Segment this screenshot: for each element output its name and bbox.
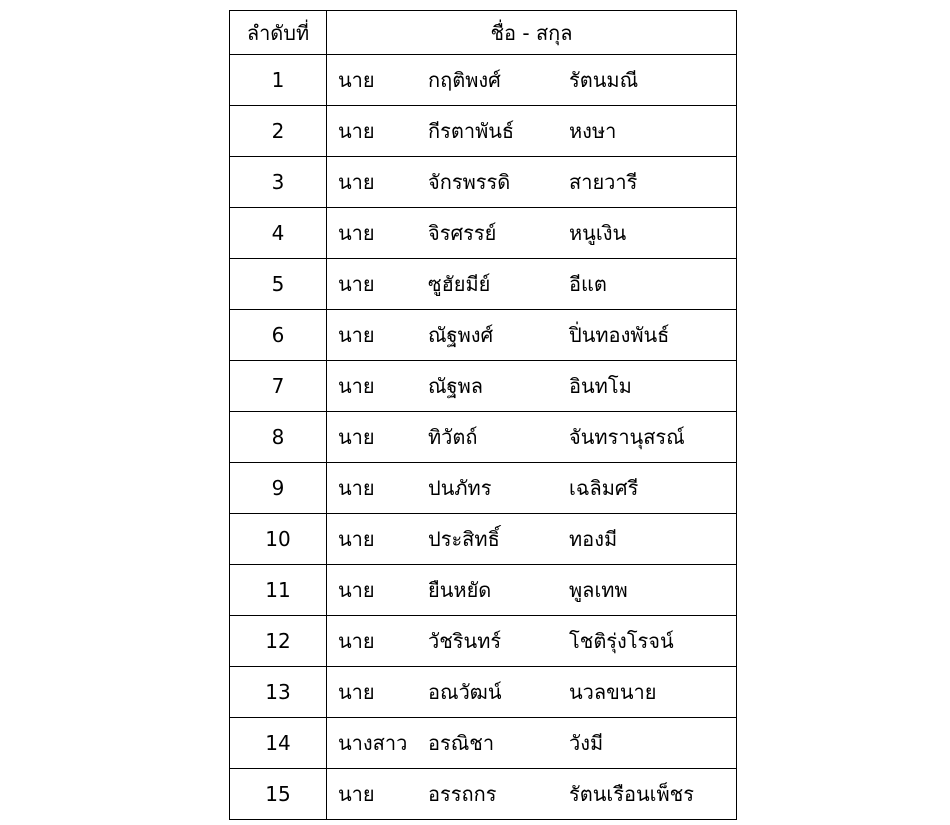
first-name: ประสิทธิ์ xyxy=(428,527,500,551)
order-column-header: ลำดับที่ xyxy=(230,11,327,55)
full-name-cell xyxy=(327,769,737,820)
first-name: ณัฐพงศ์ xyxy=(428,323,494,347)
last-name: วังมี xyxy=(569,731,604,755)
order-number: 5 xyxy=(230,259,327,310)
table-row xyxy=(230,463,737,514)
table-row xyxy=(230,310,737,361)
first-name: อรรถกร xyxy=(428,782,497,806)
order-number: 3 xyxy=(230,157,327,208)
table-row xyxy=(230,769,737,820)
full-name-cell xyxy=(327,718,737,769)
table-row xyxy=(230,412,737,463)
name-prefix: นาย xyxy=(338,476,375,500)
first-name: กฤติพงศ์ xyxy=(428,68,501,92)
last-name: สายวารี xyxy=(569,170,638,194)
last-name: หนูเงิน xyxy=(569,221,627,245)
full-name-cell xyxy=(327,412,737,463)
table-row xyxy=(230,718,737,769)
full-name-cell xyxy=(327,310,737,361)
name-prefix: นาย xyxy=(338,170,375,194)
order-number: 2 xyxy=(230,106,327,157)
full-name-cell xyxy=(327,208,737,259)
first-name: วัชรินทร์ xyxy=(428,629,502,653)
order-number: 9 xyxy=(230,463,327,514)
header-row xyxy=(230,11,737,55)
name-prefix: นาย xyxy=(338,119,375,143)
last-name: ทองมี xyxy=(569,527,618,551)
order-number: 15 xyxy=(230,769,327,820)
last-name: ปิ่นทองพันธ์ xyxy=(569,323,670,347)
first-name: ปนภัทร xyxy=(428,476,492,500)
full-name-cell xyxy=(327,259,737,310)
order-number: 1 xyxy=(230,55,327,106)
full-name-cell xyxy=(327,514,737,565)
full-name-cell xyxy=(327,463,737,514)
table-row xyxy=(230,616,737,667)
first-name: อรณิชา xyxy=(428,731,495,755)
first-name: อณวัฒน์ xyxy=(428,680,502,704)
name-prefix: นาย xyxy=(338,578,375,602)
last-name: รัตนมณี xyxy=(569,68,639,92)
name-prefix: นาย xyxy=(338,680,375,704)
first-name: ซูฮัยมีย์ xyxy=(428,272,491,296)
order-number: 12 xyxy=(230,616,327,667)
first-name: จิรศรรย์ xyxy=(428,221,497,245)
table-row xyxy=(230,106,737,157)
order-number: 13 xyxy=(230,667,327,718)
first-name: จักรพรรดิ xyxy=(428,170,511,194)
last-name: นวลขนาย xyxy=(569,680,657,704)
last-name: หงษา xyxy=(569,119,617,143)
last-name: พูลเทพ xyxy=(569,578,628,602)
name-roster-table xyxy=(229,10,737,820)
name-prefix: นาย xyxy=(338,425,375,449)
table-row xyxy=(230,667,737,718)
order-number: 10 xyxy=(230,514,327,565)
name-prefix: นาย xyxy=(338,272,375,296)
table-row xyxy=(230,514,737,565)
name-prefix: นาย xyxy=(338,374,375,398)
table-row xyxy=(230,208,737,259)
name-prefix: นาย xyxy=(338,221,375,245)
order-number: 6 xyxy=(230,310,327,361)
order-number: 14 xyxy=(230,718,327,769)
last-name: โชติรุ่งโรจน์ xyxy=(569,629,674,653)
order-number: 7 xyxy=(230,361,327,412)
full-name-cell xyxy=(327,616,737,667)
first-name: ทิวัตถ์ xyxy=(428,425,478,449)
name-column-header: ชื่อ - สกุล xyxy=(327,11,737,55)
table-row xyxy=(230,55,737,106)
full-name-cell xyxy=(327,565,737,616)
last-name: จันทรานุสรณ์ xyxy=(569,425,685,449)
name-prefix: นาย xyxy=(338,527,375,551)
full-name-cell xyxy=(327,157,737,208)
first-name: ณัฐพล xyxy=(428,374,484,398)
last-name: รัตนเรือนเพ็ชร xyxy=(569,782,694,806)
name-prefix: นาย xyxy=(338,323,375,347)
first-name: ยืนหยัด xyxy=(428,578,492,602)
last-name: เฉลิมศรี xyxy=(569,476,639,500)
roster-body xyxy=(230,55,737,820)
name-prefix: นางสาว xyxy=(338,731,408,755)
table-row xyxy=(230,565,737,616)
full-name-cell xyxy=(327,667,737,718)
full-name-cell xyxy=(327,106,737,157)
table-row xyxy=(230,259,737,310)
order-number: 8 xyxy=(230,412,327,463)
name-prefix: นาย xyxy=(338,68,375,92)
table-row xyxy=(230,157,737,208)
table-row xyxy=(230,361,737,412)
full-name-cell xyxy=(327,55,737,106)
last-name: อีแต xyxy=(569,272,607,296)
order-number: 11 xyxy=(230,565,327,616)
full-name-cell xyxy=(327,361,737,412)
first-name: กีรตาพันธ์ xyxy=(428,119,515,143)
last-name: อินทโม xyxy=(569,374,632,398)
order-number: 4 xyxy=(230,208,327,259)
name-prefix: นาย xyxy=(338,782,375,806)
name-prefix: นาย xyxy=(338,629,375,653)
